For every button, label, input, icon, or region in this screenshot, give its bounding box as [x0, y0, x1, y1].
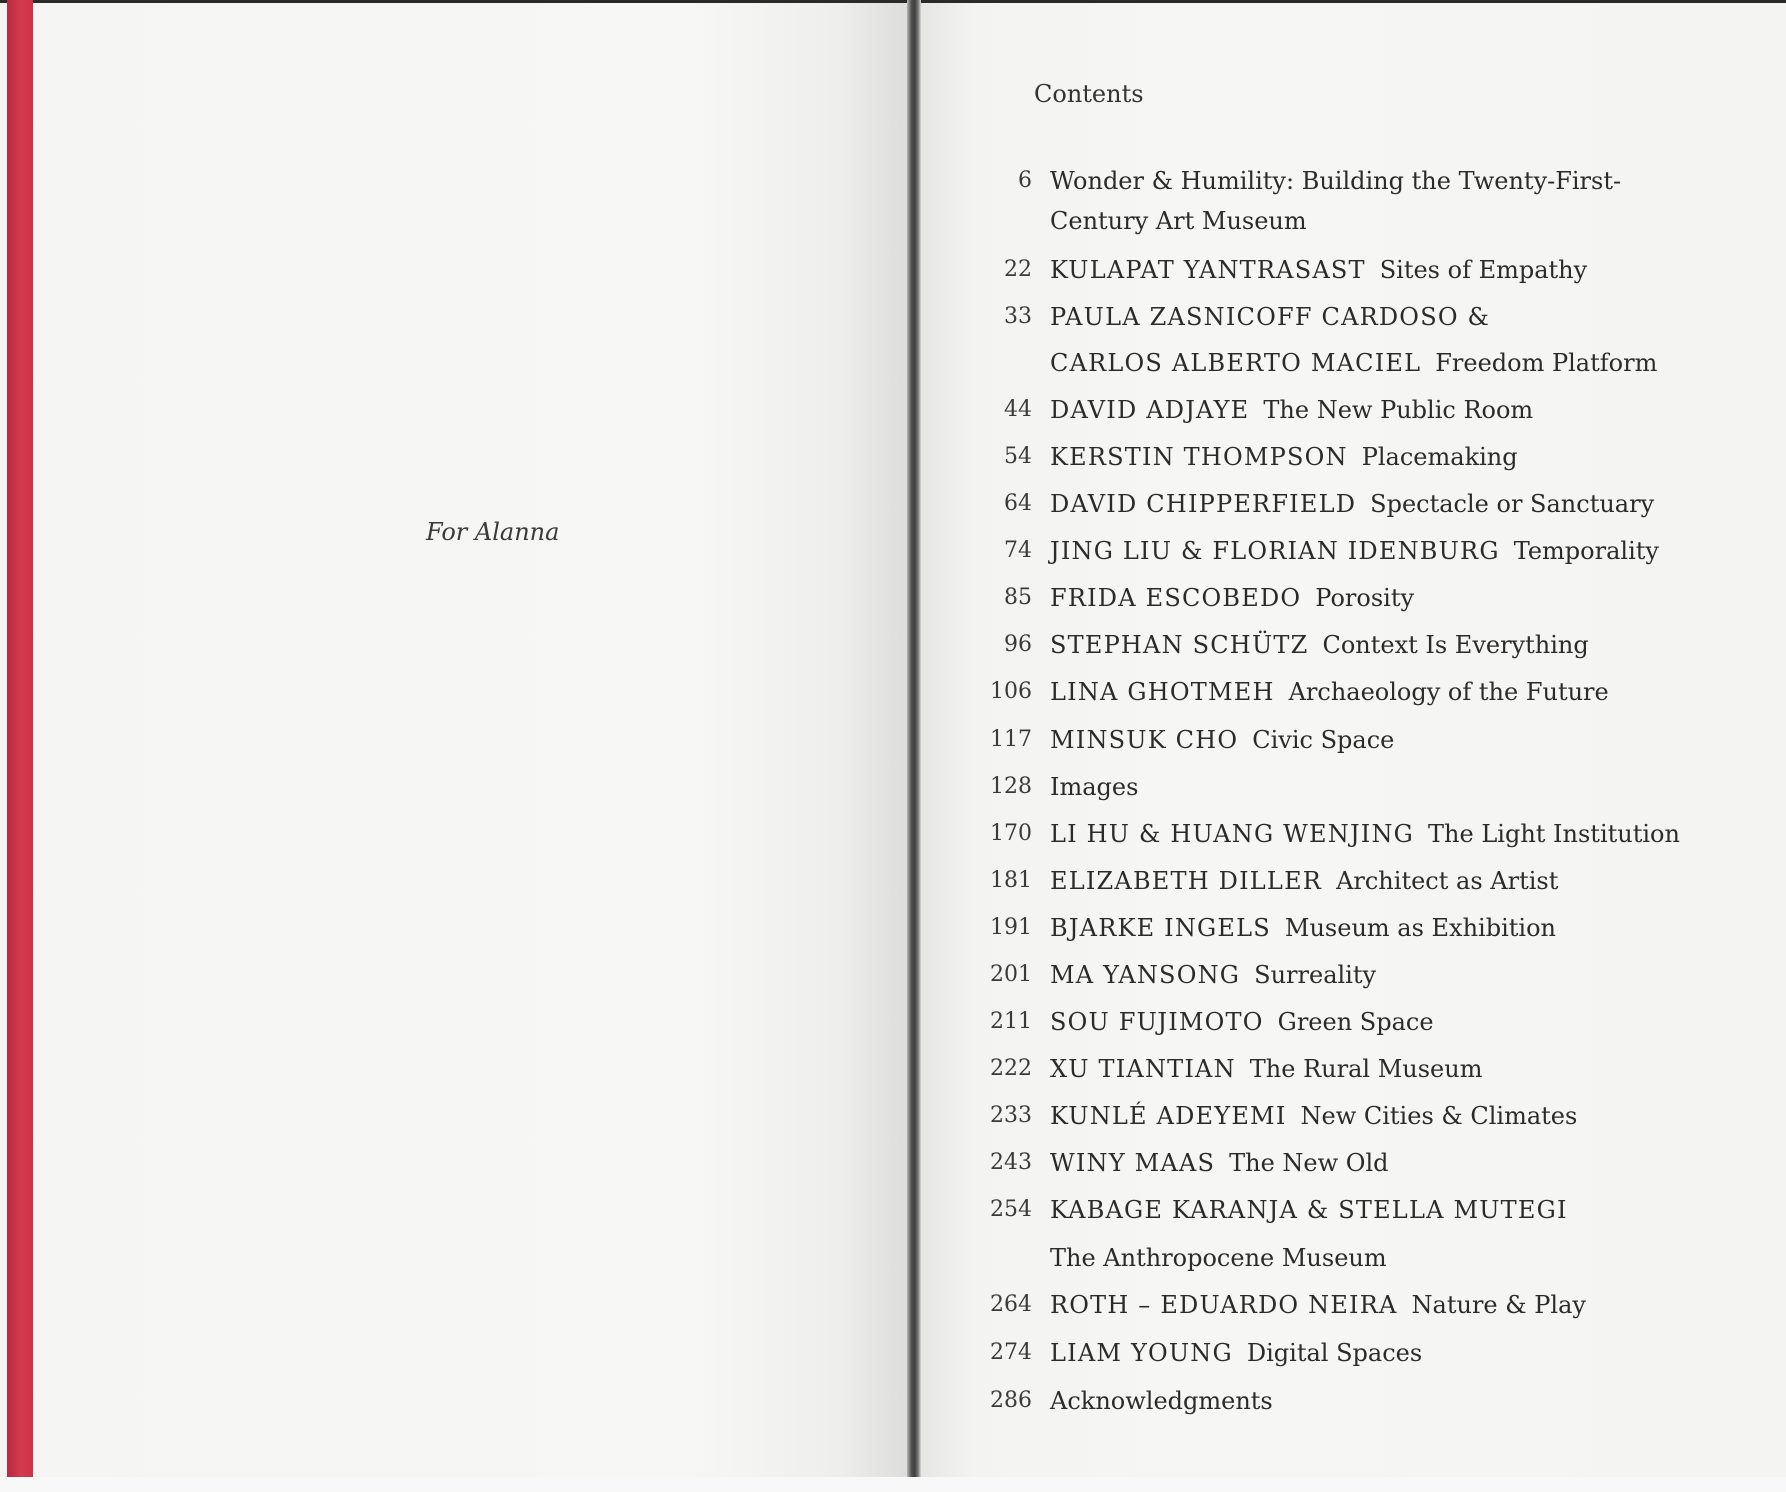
toc-title: Civic Space	[1252, 726, 1395, 754]
toc-entry-text	[1050, 489, 1654, 518]
toc-page-number: 181	[990, 868, 1032, 893]
contents-heading: Contents	[1034, 80, 1144, 108]
toc-page-number: 286	[990, 1388, 1032, 1413]
toc-author: PAULA ZASNICOFF CARDOSO &	[1050, 303, 1491, 331]
toc-author: KERSTIN THOMPSON	[1050, 443, 1348, 471]
toc-author-continued: CARLOS ALBERTO MACIEL	[1050, 349, 1422, 377]
toc-title: The Rural Museum	[1249, 1055, 1483, 1083]
toc-entry-text	[1050, 1243, 1387, 1272]
toc-page-number: 74	[1004, 538, 1032, 563]
toc-title: Images	[1050, 773, 1139, 801]
toc-entry-text	[1050, 1290, 1586, 1319]
toc-page-number: 274	[990, 1340, 1032, 1365]
red-book-edge	[7, 0, 33, 1477]
toc-entry-text	[1050, 1338, 1422, 1367]
toc-title-continued: Century Art Museum	[1050, 207, 1307, 235]
toc-entry-text	[1050, 819, 1680, 848]
toc-entry-text	[1050, 772, 1138, 801]
toc-title: Sites of Empathy	[1379, 256, 1588, 284]
toc-author: LI HU & HUANG WENJING	[1050, 820, 1415, 848]
toc-author: MA YANSONG	[1050, 961, 1241, 989]
toc-page-number: 85	[1004, 585, 1032, 610]
toc-author: KUNLÉ ADEYEMI	[1050, 1102, 1287, 1130]
toc-page-number: 44	[1004, 397, 1032, 422]
toc-title: The New Old	[1229, 1149, 1389, 1177]
toc-entry-text	[1050, 913, 1556, 942]
toc-title: Spectacle or Sanctuary	[1370, 490, 1655, 518]
toc-entry-text	[1050, 725, 1394, 754]
toc-author: KABAGE KARANJA & STELLA MUTEGI	[1050, 1196, 1568, 1224]
toc-title: Museum as Exhibition	[1284, 914, 1556, 942]
toc-author: LIAM YOUNG	[1050, 1339, 1233, 1367]
toc-author: KULAPAT YANTRASAST	[1050, 256, 1366, 284]
toc-title: Placemaking	[1361, 443, 1518, 471]
toc-entry-text	[1050, 866, 1558, 895]
toc-page-number: 243	[990, 1150, 1032, 1175]
toc-entry-text	[1050, 1195, 1582, 1224]
toc-page-number: 96	[1004, 632, 1032, 657]
toc-title: Archaeology of the Future	[1288, 678, 1609, 706]
toc-title: Freedom Platform	[1435, 349, 1658, 377]
toc-title: Digital Spaces	[1246, 1339, 1423, 1367]
toc-entry-text	[1050, 302, 1504, 331]
toc-title: Surreality	[1254, 961, 1377, 989]
toc-entry-text	[1050, 583, 1414, 612]
toc-page-number: 64	[1004, 491, 1032, 516]
toc-author: JING LIU & FLORIAN IDENBURG	[1050, 537, 1500, 565]
toc-author: BJARKE INGELS	[1050, 914, 1271, 942]
toc-page-number: 33	[1004, 304, 1032, 329]
left-page	[33, 3, 910, 1477]
toc-entry-text	[1050, 1148, 1389, 1177]
toc-page-number: 106	[990, 679, 1032, 704]
toc-page-number: 22	[1004, 257, 1032, 282]
toc-entry-text	[1050, 166, 1621, 195]
toc-title: The Light Institution	[1428, 820, 1680, 848]
toc-title: The Anthropocene Museum	[1050, 1244, 1387, 1272]
toc-entry-text	[1050, 395, 1533, 424]
toc-page-number: 128	[990, 774, 1032, 799]
toc-entry-text	[1050, 206, 1307, 235]
toc-title: Temporality	[1513, 537, 1659, 565]
toc-entry-text	[1050, 536, 1659, 565]
toc-author: ROTH – EDUARDO NEIRA	[1050, 1291, 1398, 1319]
toc-title: Wonder & Humility: Building the Twenty-First-	[1050, 167, 1622, 195]
toc-page-number: 191	[990, 915, 1032, 940]
toc-title: Green Space	[1277, 1008, 1434, 1036]
bottom-edge	[0, 1477, 1786, 1492]
toc-page-number: 54	[1004, 444, 1032, 469]
toc-author: FRIDA ESCOBEDO	[1050, 584, 1302, 612]
toc-entry-text	[1050, 1386, 1273, 1415]
toc-title: Architect as Artist	[1336, 867, 1559, 895]
toc-author: DAVID ADJAYE	[1050, 396, 1250, 424]
toc-title: The New Public Room	[1263, 396, 1534, 424]
toc-page-number: 254	[990, 1197, 1032, 1222]
toc-author: SOU FUJIMOTO	[1050, 1008, 1264, 1036]
toc-entry-text	[1050, 255, 1587, 284]
toc-author: MINSUK CHO	[1050, 726, 1239, 754]
toc-page-number: 222	[990, 1056, 1032, 1081]
dedication: For Alanna	[426, 518, 560, 546]
toc-entry-text	[1050, 1007, 1434, 1036]
toc-author: ELIZABETH DILLER	[1050, 867, 1323, 895]
toc-entry-text	[1050, 960, 1376, 989]
book-gutter	[907, 0, 921, 1477]
toc-page-number: 211	[990, 1009, 1032, 1034]
toc-title: Porosity	[1315, 584, 1415, 612]
toc-page-number: 117	[990, 727, 1032, 752]
toc-entry-text	[1050, 1054, 1482, 1083]
toc-entry-text	[1050, 630, 1589, 659]
toc-page-number: 233	[990, 1103, 1032, 1128]
toc-page-number: 6	[1018, 168, 1032, 193]
toc-entry-text	[1050, 1101, 1577, 1130]
toc-title: Acknowledgments	[1050, 1387, 1273, 1415]
toc-page-number: 201	[990, 962, 1032, 987]
toc-author: XU TIANTIAN	[1050, 1055, 1236, 1083]
toc-entry-text	[1050, 677, 1609, 706]
toc-entry-text	[1050, 442, 1518, 471]
toc-entry-text	[1050, 348, 1657, 377]
toc-page-number: 170	[990, 821, 1032, 846]
toc-page-number: 264	[990, 1292, 1032, 1317]
toc-title: New Cities & Climates	[1300, 1102, 1578, 1130]
toc-author: DAVID CHIPPERFIELD	[1050, 490, 1357, 518]
toc-author: WINY MAAS	[1050, 1149, 1216, 1177]
toc-title: Nature & Play	[1411, 1291, 1586, 1319]
toc-author: STEPHAN SCHÜTZ	[1050, 631, 1309, 659]
toc-title: Context Is Everything	[1322, 631, 1589, 659]
toc-author: LINA GHOTMEH	[1050, 678, 1275, 706]
